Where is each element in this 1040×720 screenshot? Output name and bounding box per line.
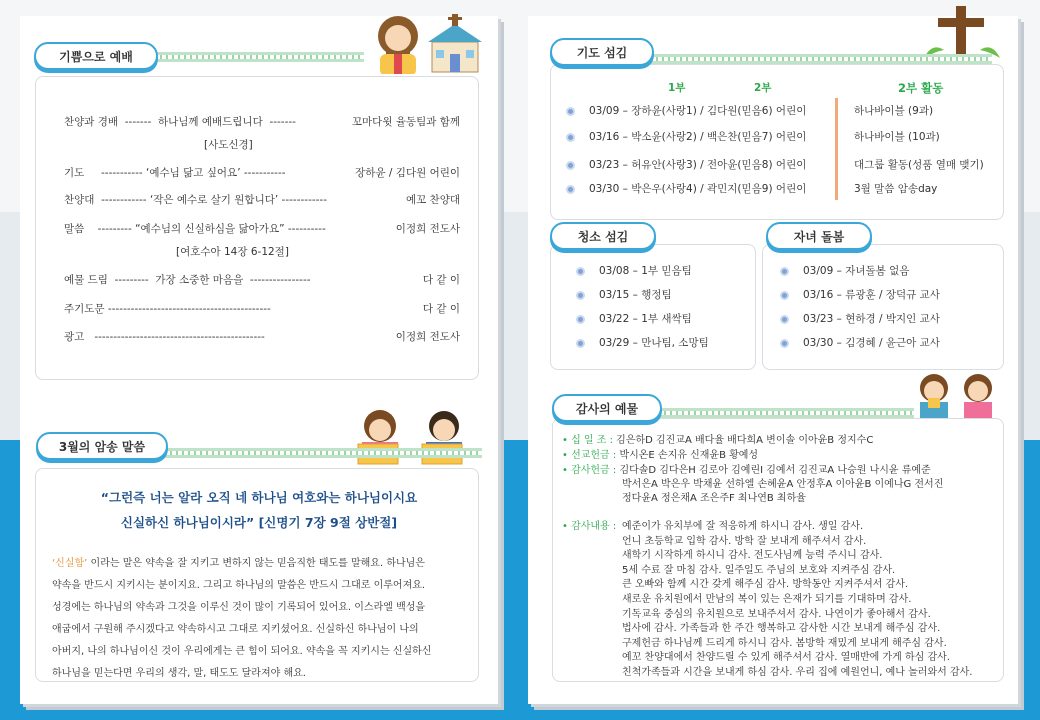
bullet-icon	[566, 133, 575, 142]
thanks-content-line: 법사에 감사. 가족들과 한 주간 행복하고 감사한 시간 보내게 해주심 감사.	[622, 623, 941, 635]
memory-divider	[160, 448, 482, 458]
thanks-content-line: 구제헌금 하나님께 드리게 하시니 감사. 봄방학 재밌게 보내게 해주심 감사.	[622, 637, 947, 649]
bullet-icon	[780, 315, 789, 324]
prayer-col-3: 2부 활동	[898, 81, 944, 95]
reading-kids-illustration	[356, 404, 480, 468]
bullet-icon	[780, 339, 789, 348]
bullet-icon	[576, 339, 585, 348]
prayer-divider	[646, 54, 992, 64]
prayer-row: 03/09 – 장하윤(사랑1) / 김다원(믿음6) 어린이	[566, 103, 806, 118]
bullet-icon	[576, 291, 585, 300]
memory-verse-line1: “그런즉 너는 알라 오직 네 하나님 여호와는 하나님이시요	[100, 490, 418, 505]
worship-line-creed: [사도신경]	[204, 139, 253, 151]
memory-verse-title: 3월의 암송 말씀	[36, 432, 168, 460]
worship-title: 기쁨으로 예배	[34, 42, 158, 70]
gratitude-line: • 감사헌금 : 김다솔D 김다은H 김로아 김예린I 김예서 김진교A 나승원 나시윤 류예준	[562, 465, 931, 476]
cleaning-row: 03/22 – 1부 새싹팀	[576, 311, 692, 326]
worship-line-praise: 찬양과 경배 ------- 하나님께 예배드립니다 ------- 꼬마다윗 율동팀과 함께	[64, 116, 460, 128]
thanks-content-line: 친척가족들과 시간을 보내게 하심 감사. 우리 집에 예원언니, 예나 놀러와서 감사.	[622, 667, 973, 678]
bullet-icon	[576, 267, 585, 276]
cleaning-row: 03/08 – 1부 믿음팀	[576, 263, 692, 278]
tithe-line: • 십 일 조 : 김은하D 김진교A 배다율 배다희A 변이솔 이아윤B 정지수C	[562, 435, 874, 446]
worship-line-scripture: [여호수아 14장 6-12절]	[176, 246, 289, 258]
thanks-content-line: 5세 수료 잘 마침 감사. 일주일도 주님의 보호와 지켜주심 감사.	[622, 564, 896, 576]
prayer-row: 03/30 – 박은우(사랑4) / 곽민지(믿음9) 어린이	[566, 181, 806, 196]
cleaning-service-title: 청소 섬김	[550, 222, 656, 250]
gratitude-line-2: 박서은A 박은우 박채윤 선하엘 손혜윤A 안정후A 이아윤B 이예나G 전서진	[622, 479, 944, 490]
thanks-offering-title: 감사의 예물	[552, 394, 662, 422]
prayer-separator	[835, 98, 838, 200]
worship-line-offering: 예물 드림 --------- 가장 소중한 마음을 ---------------- 다 같 이	[64, 274, 460, 286]
jesus-church-illustration	[366, 8, 486, 74]
bullet-icon	[576, 315, 585, 324]
left-page	[20, 16, 498, 704]
worship-line-sermon: 말씀 --------- “예수님의 신실하심을 닮아가요” ---------- 이정희 전도사	[64, 223, 460, 235]
memory-explanation-4: 애굽에서 구원해 주시겠다고 약속하시고 그대로 지키셨어요. 신실하신 하나님이 나의	[52, 624, 419, 635]
praying-kids-illustration	[914, 368, 1004, 418]
worship-line-prayer: 기도 ----------- ‘예수님 닮고 싶어요’ ----------- 장하윤 / 김다원 어린이	[64, 167, 460, 179]
memory-verse-line2: 신실하신 하나님이시라” [신명기 7장 9절 상반절]	[120, 515, 398, 530]
memory-explanation-2: 약속을 반드시 지키시는 분이지요. 그리고 하나님의 말씀은 반드시 그대로 이루어져요.	[52, 580, 426, 591]
memory-explanation-6: 하나님을 믿는다면 우리의 생각, 말, 태도도 달라져야 해요.	[52, 668, 306, 679]
worship-line-choir: 찬양대 ------------ ‘작은 예수로 살기 원합니다’ ------------ 예꼬 찬양대	[64, 194, 460, 206]
bullet-icon	[566, 161, 575, 170]
thanks-content-line: 언니 초등학교 입학 감사. 방학 잘 보내게 해주셔서 감사.	[622, 535, 867, 547]
thanks-content-line: 새학기 시작하게 하시니 감사. 전도사님께 능력 주시니 감사.	[622, 550, 883, 562]
gratitude-line-3: 정다윤A 정은채A 조은주F 최나연B 최하율	[622, 493, 806, 504]
prayer-col-2: 2부	[754, 82, 772, 94]
worship-line-lords-prayer: 주기도문 ------------------------------------------- 다 같 이	[64, 303, 460, 315]
bullet-icon	[780, 291, 789, 300]
prayer-row: 03/16 – 박소윤(사랑2) / 백은찬(믿음7) 어린이	[566, 129, 806, 144]
thanks-content-line: 큰 오빠와 함께 시간 갖게 해주심 감사. 방학동안 지켜주셔서 감사.	[622, 579, 909, 591]
bullet-icon	[566, 185, 575, 194]
prayer-row: 03/23 – 허유안(사랑3) / 전아윤(믿음8) 어린이	[566, 157, 806, 172]
prayer-activity: 하나바이블 (10과)	[854, 131, 940, 143]
cross-illustration	[922, 4, 1002, 60]
thanks-content-line: 새로운 유치원에서 만남의 복이 있는 은재가 되기를 기대하며 감사.	[622, 594, 912, 605]
childcare-row: 03/16 – 류광훈 / 장덕규 교사	[780, 287, 940, 302]
thanks-content-line: 예준이가 유치부에 잘 적응하게 하시니 감사. 생일 감사.	[622, 521, 864, 532]
right-page	[528, 16, 1018, 704]
worship-line-announcements: 광고 --------------------------------------------- 이정희 전도사	[64, 331, 460, 343]
prayer-activity: 하나바이블 (9과)	[854, 105, 934, 117]
thanks-content-label: • 감사내용 :	[562, 521, 617, 532]
bullet-icon	[566, 107, 575, 116]
childcare-row: 03/23 – 현하경 / 박지인 교사	[780, 311, 940, 326]
mission-line: • 선교헌금 : 박시온E 손지유 신재윤B 황예성	[562, 450, 759, 461]
thanks-content-line: 예꼬 찬양대에서 찬양드릴 수 있게 해주셔서 감사. 열매반에 가게 하심 감사.	[622, 652, 950, 664]
prayer-col-1: 1부	[668, 82, 686, 94]
prayer-activity: 대그룹 활동(성품 열매 맺기)	[854, 159, 984, 171]
childcare-row: 03/09 – 자녀돌봄 없음	[780, 263, 909, 278]
bullet-icon	[780, 267, 789, 276]
thanks-divider	[654, 408, 914, 418]
prayer-activity: 3월 말씀 암송day	[854, 183, 938, 195]
childcare-row: 03/30 – 김경혜 / 윤근아 교사	[780, 335, 940, 350]
cleaning-row: 03/15 – 행정팀	[576, 287, 672, 302]
memory-explanation-5: 아버지, 나의 하나님이신 것이 우리에게는 큰 힘이 되어요. 약속을 꼭 지키시는 신실하신	[52, 646, 432, 657]
worship-divider	[150, 52, 364, 62]
thanks-content-line: 기독교육 중심의 유치원으로 보내주셔서 감사. 나연이가 좋아해서 감사.	[622, 608, 931, 620]
memory-explanation-1: ‘신실함’ 이라는 말은 약속을 잘 지키고 변하지 않는 믿음직한 태도를 말해요. 하나님은	[52, 558, 425, 569]
cleaning-row: 03/29 – 만나팀, 소망팀	[576, 335, 709, 350]
childcare-title: 자녀 돌봄	[766, 222, 872, 250]
memory-explanation-3: 성경에는 하나님의 약속과 그것을 이루신 것이 많이 기록되어 있어요. 이스라엘 백성을	[52, 602, 426, 613]
prayer-service-title: 기도 섬김	[550, 38, 654, 66]
